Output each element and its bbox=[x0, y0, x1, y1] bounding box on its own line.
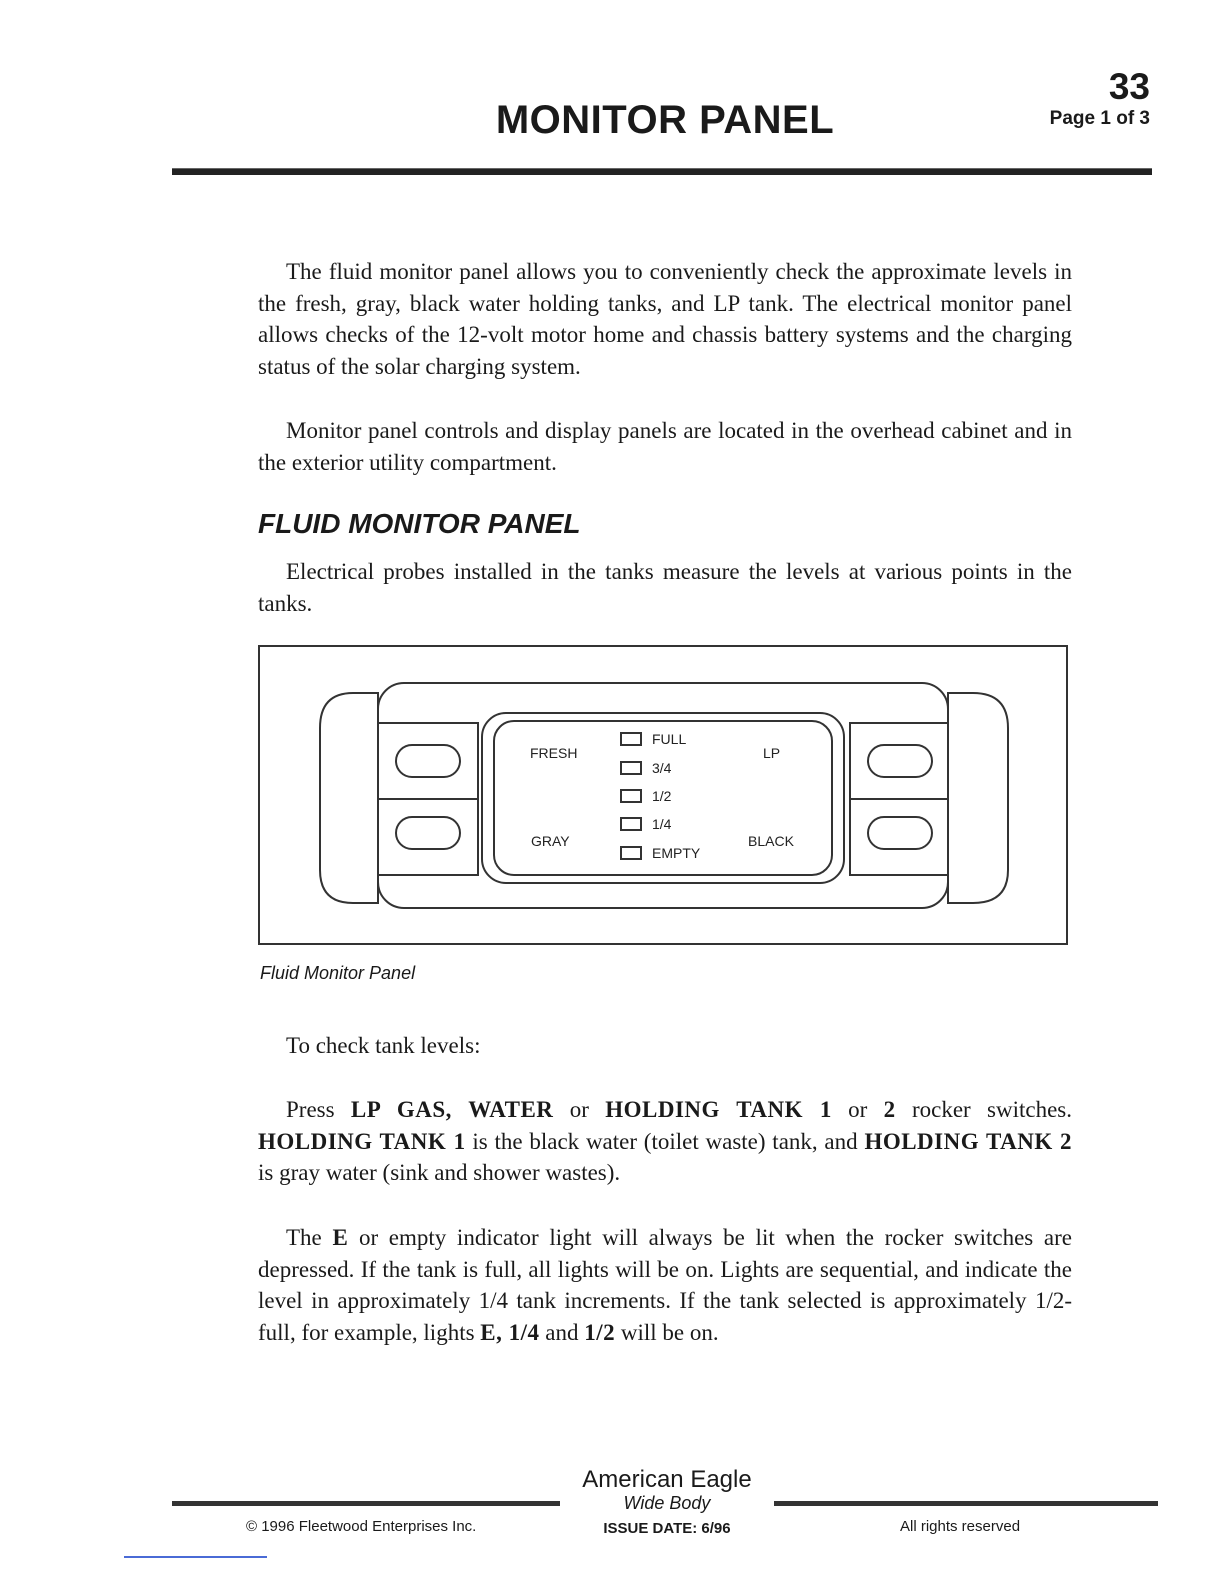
check-levels-intro bbox=[258, 1030, 1072, 1062]
right-bottom-rocker bbox=[868, 817, 932, 849]
fluid-monitor-panel-diagram bbox=[258, 645, 1068, 945]
switch-term-holding-tank-1-black: HOLDING TANK 1 bbox=[258, 1128, 466, 1154]
switch-term-lp-gas-water: LP GAS, WATER bbox=[350, 1097, 554, 1122]
footer-rights: All rights reserved bbox=[900, 1518, 1021, 1535]
indicator-half bbox=[621, 790, 641, 802]
switch-instructions bbox=[258, 1094, 1072, 1189]
check-levels-intro-text: To check tank levels: bbox=[286, 1033, 481, 1058]
label-black: BLACK bbox=[748, 833, 794, 849]
indicator-term-e-quarter: E, 1/4 bbox=[480, 1319, 540, 1345]
page-title: MONITOR PANEL bbox=[495, 98, 835, 142]
switch-term-2: 2 bbox=[883, 1097, 896, 1122]
switch-text-4: rocker switches. bbox=[895, 1097, 1072, 1122]
probes-paragraph bbox=[258, 556, 1072, 619]
right-top-rocker bbox=[868, 745, 932, 777]
right-end-cap bbox=[948, 693, 1008, 903]
indicator-term-e: E bbox=[332, 1225, 349, 1250]
indicator-text-3: and bbox=[539, 1319, 585, 1345]
indicator-text-4: will be on. bbox=[615, 1319, 719, 1345]
indicator-text-1: The bbox=[286, 1225, 333, 1250]
level-three-quarter-label: 3/4 bbox=[652, 760, 672, 776]
corner-mark bbox=[124, 1556, 267, 1558]
footer-issue-date: ISSUE DATE: 6/96 bbox=[603, 1520, 731, 1537]
left-bottom-rocker bbox=[396, 817, 460, 849]
label-gray: GRAY bbox=[531, 833, 570, 849]
indicator-quarter bbox=[621, 818, 641, 830]
indicator-term-half: 1/2 bbox=[584, 1319, 616, 1345]
label-fresh: FRESH bbox=[530, 745, 578, 761]
indicator-empty bbox=[621, 847, 641, 859]
footer-brand-subtitle: Wide Body bbox=[623, 1493, 711, 1513]
switch-text-5: is the black water (toilet waste) tank, and bbox=[465, 1128, 865, 1154]
indicator-text-2: or empty indicator light will always be lit when the rocker switches are depressed. If the tank is full, all lights will be on. Lights are sequential, and indicate the level in approximately 1/4 tank increments. If the tank selected is approximately 1/2-full, for example, lights bbox=[258, 1225, 1073, 1345]
level-quarter-label: 1/4 bbox=[652, 816, 672, 832]
switch-text-1: Press bbox=[286, 1097, 351, 1122]
switch-text-3: or bbox=[831, 1097, 884, 1122]
intro-paragraph-text: The fluid monitor panel allows you to conveniently check the approximate levels in the fresh, gray, black water holding tanks, and LP tank. The electrical monitor panel allows checks of the 12-volt motor home and chassis battery systems and the charging status of the solar charging system. bbox=[258, 259, 1072, 379]
indicator-instructions bbox=[258, 1222, 1072, 1348]
label-lp: LP bbox=[763, 745, 781, 761]
location-paragraph-text: Monitor panel controls and display panels are located in the overhead cabinet and in the exterior utility compartment. bbox=[258, 418, 1072, 475]
footer-brand: American Eagle bbox=[582, 1466, 752, 1493]
left-end-cap bbox=[320, 693, 378, 903]
level-empty-label: EMPTY bbox=[652, 845, 701, 861]
switch-term-holding-tank-1: HOLDING TANK 1 bbox=[605, 1097, 832, 1122]
switch-text-6: is gray water (sink and shower wastes). bbox=[258, 1160, 621, 1185]
section-heading: FLUID MONITOR PANEL bbox=[258, 508, 581, 539]
page-of-indicator: Page 1 of 3 bbox=[1049, 108, 1150, 129]
indicator-three-quarter bbox=[621, 762, 641, 774]
probes-paragraph-text: Electrical probes installed in the tanks measure the levels at various points in the tanks. bbox=[258, 559, 1072, 616]
level-half-label: 1/2 bbox=[652, 788, 672, 804]
indicator-full bbox=[621, 733, 641, 745]
switch-text-2: or bbox=[553, 1097, 606, 1122]
header-rule bbox=[172, 168, 1152, 175]
left-top-rocker bbox=[396, 745, 460, 777]
figure-caption: Fluid Monitor Panel bbox=[260, 963, 416, 983]
switch-term-holding-tank-2: HOLDING TANK 2 bbox=[864, 1128, 1073, 1154]
page-number: 33 bbox=[1108, 66, 1150, 107]
location-paragraph bbox=[258, 415, 1072, 478]
footer-rule-right bbox=[774, 1501, 1158, 1506]
footer-rule-left bbox=[172, 1501, 560, 1506]
intro-paragraph bbox=[258, 256, 1072, 382]
footer-copyright: © 1996 Fleetwood Enterprises Inc. bbox=[246, 1518, 477, 1535]
level-full-label: FULL bbox=[652, 731, 687, 747]
